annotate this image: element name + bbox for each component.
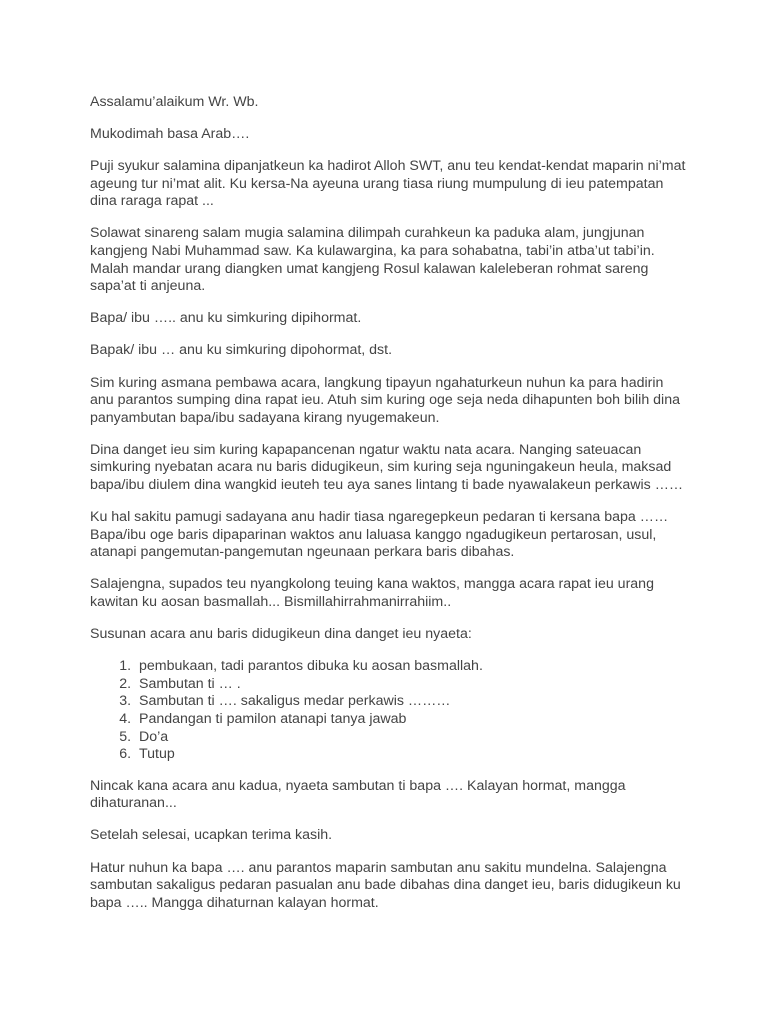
agenda-item: 6. Tutup	[135, 746, 690, 764]
paragraph-sim-kuring: Sim kuring asmana pembawa acara, langkung tipayun ngahaturkeun nuhun ka para hadirin anu parantos sumping dina rapat ieu. Atuh sim kuring oge seja neda dihapunten boh bilih dina panyambutan bapa/ibu sadayana kirang nyugemakeun.	[90, 374, 680, 426]
paragraph-bapak-ibu: Bapak/ ibu … anu ku simkuring dipohormat, dst.	[90, 342, 393, 359]
agenda-item: 2. Sambutan ti … .	[135, 676, 690, 694]
paragraph-setelah: Setelah selesai, ucapkan terima kasih.	[90, 827, 333, 844]
agenda-item: 1. pembukaan, tadi parantos dibuka ku aosan basmallah.	[135, 658, 690, 676]
greeting: Assalamu’alaikum Wr. Wb.	[90, 94, 259, 110]
paragraph-nincak: Nincak kana acara anu kadua, nyaeta sambutan ti bapa …. Kalayan hormat, mangga dihaturanan...	[90, 777, 626, 812]
agenda-item: 5. Do’a	[135, 729, 690, 747]
paragraph-bapa-ibu: Bapa/ ibu ….. anu ku simkuring dipihormat.	[90, 310, 362, 327]
paragraph-puji: Puji syukur salamina dipanjatkeun ka hadirot Alloh SWT, anu teu kendat-kendat maparin ni’mat ageung tur ni’mat alit. Ku kersa-Na ayeuna urang tiasa riung mumpulung di ieu patempatan dina raraga rapat ...	[90, 158, 686, 210]
paragraph-ku-hal: Ku hal sakitu pamugi sadayana anu hadir tiasa ngaregepkeun pedaran ti kersana bapa …… Bapa/ibu oge baris dipaparinan waktos anu laluasa kanggo ngadugikeun pertarosan, usul, atanapi pangemutan-pangemutan ngeunaan perkara baris dibahas.	[90, 509, 669, 561]
document-body	[90, 94, 690, 927]
paragraph-susunan: Susunan acara anu baris didugikeun dina danget ieu nyaeta:	[90, 626, 472, 643]
agenda-item: 4. Pandangan ti pamilon atanapi tanya jawab	[135, 711, 690, 729]
paragraph-hatur: Hatur nuhun ka bapa …. anu parantos maparin sambutan anu sakitu mundelna. Salajengna sambutan sakaligus pedaran pasualan anu bade dibahas dina danget ieu, baris didugikeun ku bapa ….. Mangga dihaturnan kalayan hormat.	[90, 859, 681, 911]
agenda-list	[90, 658, 690, 764]
paragraph-dina-danget: Dina danget ieu sim kuring kapapancenan ngatur waktu nata acara. Nanging sateuacan simkuring nyebatan acara nu baris didugikeun, sim kuring seja nguningakeun heula, maksad bapa/ibu diulem dina wangkid ieuteh teu aya sanes lintang ti bade nyawalakeun perkawis ……	[90, 441, 684, 493]
paragraph-salajengna: Salajengna, supados teu nyangkolong teuing kana waktos, mangga acara rapat ieu urang kawitan ku aosan basmallah... Bismillahirrahmanirrahiim..	[90, 576, 654, 610]
paragraph-solawat: Solawat sinareng salam mugia salamina dilimpah curahkeun ka paduka alam, jungjunan kangjeng Nabi Muhammad saw. Ka kulawargina, ka para sohabatna, tabi’in atba’ut tabi’in. Malah mandar urang diangken umat kangjeng Rosul kalawan kaleleberan rohmat sareng sapa’at ti anjeuna.	[90, 225, 655, 295]
agenda-item: 3. Sambutan ti …. sakaligus medar perkawis ………	[135, 693, 690, 711]
muqaddimah: Mukodimah basa Arab….	[90, 126, 250, 143]
